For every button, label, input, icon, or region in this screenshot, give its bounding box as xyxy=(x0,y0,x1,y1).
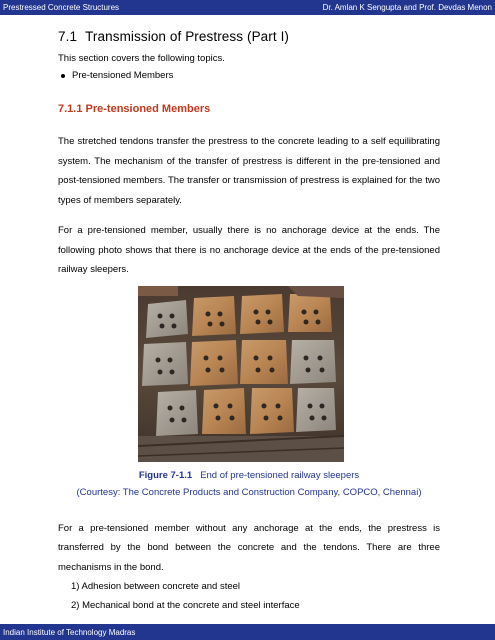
sleepers-photo-graphic xyxy=(138,286,344,462)
subsection-number: 7.1.1 xyxy=(58,103,83,115)
topic-item xyxy=(58,70,440,81)
header-authors: Dr. Amlan K Sengupta and Prof. Devdas Menon xyxy=(322,3,492,12)
paragraph-transfer-mechanism: The stretched tendons transfer the prestress to the concrete leading to a self equilibrating system. The mechanism of the transfer of prestress is different in the pre-tensioned and post-tensioned members. The transfer or transmission of prestress is explained for the two types of members separately. xyxy=(58,136,440,206)
topics-list xyxy=(58,70,440,81)
paragraph-bond-mechanisms: For a pre-tensioned member without any anchorage at the ends, the prestress is transferred by the bond between the concrete and the tendons. There are three mechanisms in the bond. xyxy=(58,522,440,573)
subsection-title-text: Pre-tensioned Members xyxy=(85,103,211,115)
intro-text: This section covers the following topics. xyxy=(58,53,225,64)
bullet-icon xyxy=(61,74,65,78)
paragraph-no-anchorage: For a pre-tensioned member, usually there is no anchorage device at the ends. The following photo shows that there is no anchorage device at the ends of the pre-tensioned railway sleepers. xyxy=(58,225,440,275)
section-title-text: Transmission of Prestress (Part I) xyxy=(85,29,290,44)
sleepers-photo xyxy=(138,286,344,462)
page-header xyxy=(0,0,495,15)
header-course-title: Prestressed Concrete Structures xyxy=(3,3,120,12)
section-title xyxy=(58,29,440,44)
mechanism-item: 2) Mechanical bond at the concrete and steel interface xyxy=(71,600,300,611)
footer-institute: Indian Institute of Technology Madras xyxy=(3,627,136,637)
figure-label: Figure 7-1.1 xyxy=(138,469,193,481)
topic-label: Pre-tensioned Members xyxy=(72,70,174,81)
section-number: 7.1 xyxy=(58,29,78,44)
subsection-title xyxy=(58,103,440,115)
figure-caption-text: End of pre-tensioned railway sleepers xyxy=(200,469,360,481)
figure-caption xyxy=(58,470,440,481)
mechanisms-list xyxy=(58,577,440,615)
mechanism-item: 1) Adhesion between concrete and steel xyxy=(71,581,241,592)
page-footer xyxy=(0,624,495,640)
figure-credit: (Courtesy: The Concrete Products and Construction Company, COPCO, Chennai) xyxy=(76,486,422,498)
page-content xyxy=(58,26,440,615)
